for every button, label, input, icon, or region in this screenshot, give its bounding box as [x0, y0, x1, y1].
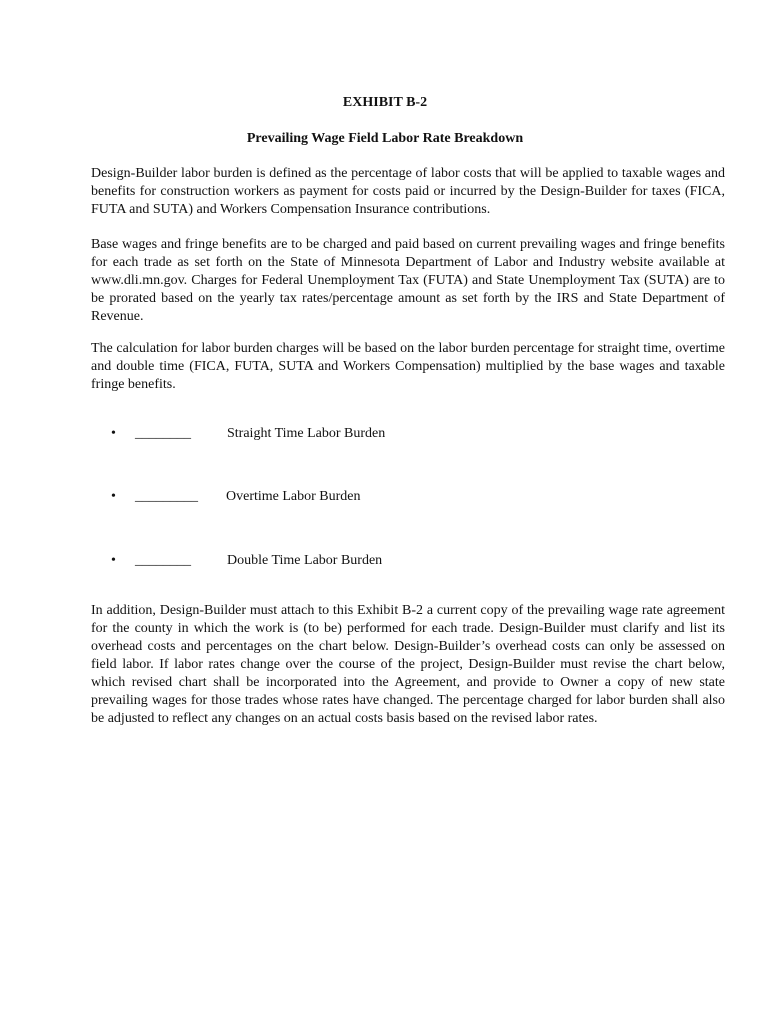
bullet-label-overtime: Overtime Labor Burden	[226, 489, 361, 504]
fill-in-blank-overtime[interactable]: _________	[135, 489, 198, 504]
bullet-label-double-time: Double Time Labor Burden	[227, 553, 383, 568]
bullet-marker: •	[111, 489, 116, 504]
bullet-marker: •	[111, 553, 116, 568]
paragraph-base-wages: Base wages and fringe benefits are to be charged and paid based on current prevailing wages and fringe benefits for each trade as set forth on the State of Minnesota Department of Labor and Industry website available at www.dli.mn.gov. Charges for Federal Unemployment Tax (FUTA) and State Unemployment Tax (SUTA) are to be prorated based on the yearly tax rates/percentage amount as set forth by the IRS and State Department of Revenue.	[91, 237, 725, 324]
bullet-marker: •	[111, 426, 116, 441]
paragraph-calculation: The calculation for labor burden charges will be based on the labor burden percentage for straight time, overtime and double time (FICA, FUTA, SUTA and Workers Compensation) multiplied by the base wages and taxable fringe benefits.	[91, 341, 725, 392]
bullet-label-straight-time: Straight Time Labor Burden	[227, 426, 386, 441]
fill-in-blank-double-time[interactable]: ________	[135, 553, 191, 568]
exhibit-title: EXHIBIT B-2	[342, 95, 428, 110]
paragraph-labor-burden-definition: Design-Builder labor burden is defined as the percentage of labor costs that will be applied to taxable wages and benefits for construction workers as payment for costs paid or incurred by the Design-Builder for taxes (FICA, FUTA and SUTA) and Workers Compensation Insurance contributions.	[91, 166, 725, 217]
document-subtitle: Prevailing Wage Field Labor Rate Breakdown	[246, 131, 524, 146]
fill-in-blank-straight-time[interactable]: ________	[135, 426, 191, 441]
paragraph-additional-requirements: In addition, Design-Builder must attach to this Exhibit B-2 a current copy of the prevailing wage rate agreement for the county in which the work is (to be) performed for each trade. Design-Builder must clarify and list its overhead costs and percentages on the chart below. Design-Builder’s overhead costs can only be assessed on field labor. If labor rates change over the course of the project, Design-Builder must revise the chart below, which revised chart shall be incorporated into the Agreement, and provide to Owner a copy of new state prevailing wages for those trades whose rates have changed. The percentage charged for labor burden shall also be adjusted to reflect any changes on an actual costs basis based on the revised labor rates.	[91, 603, 725, 726]
